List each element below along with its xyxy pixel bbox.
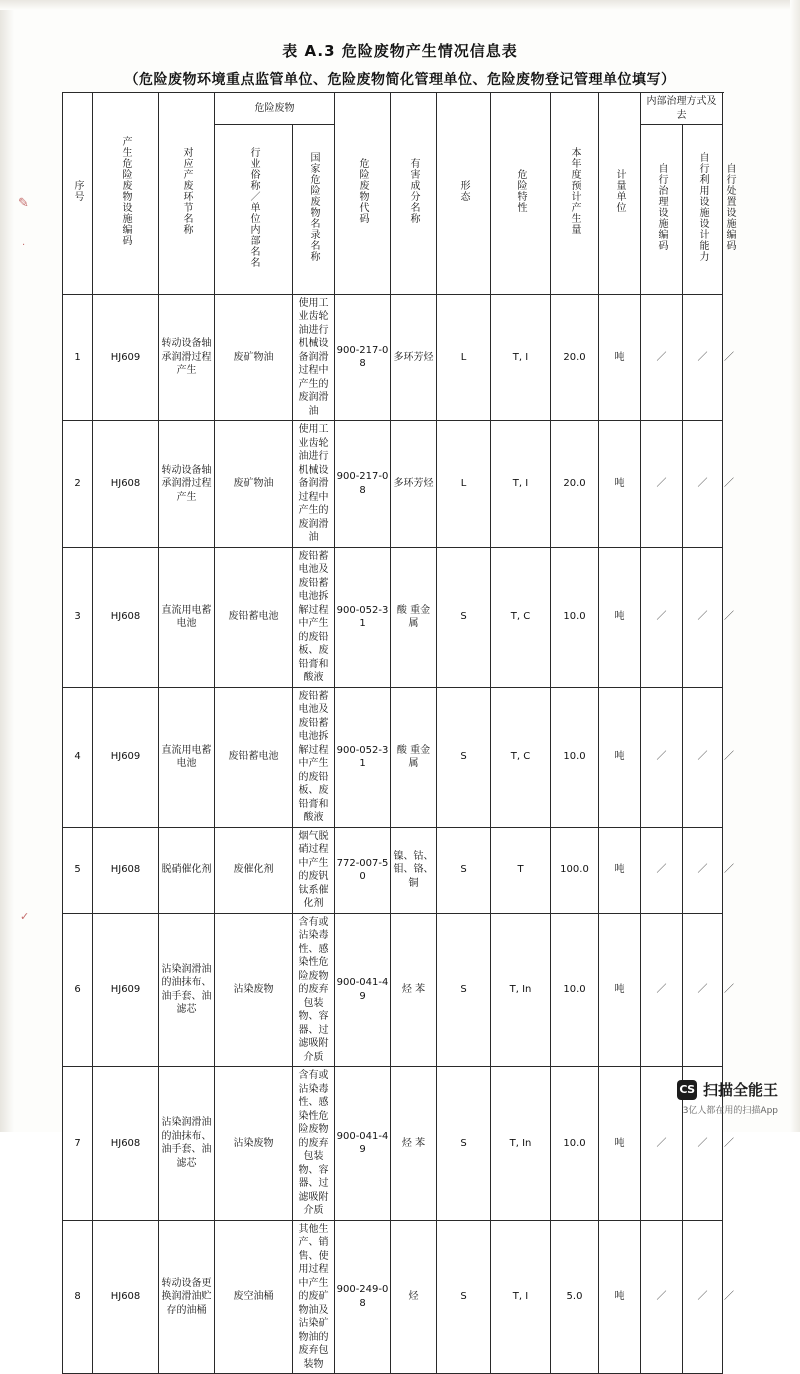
cell-waste-code: 900-217-08 xyxy=(335,294,391,421)
cell-seq: 6 xyxy=(63,913,93,1067)
cell-form: S xyxy=(437,547,491,687)
cell-self-facility-code: ／ xyxy=(641,827,683,913)
margin-mark-3: ✓ xyxy=(20,910,30,923)
cell-harmful-component: 酸 重金属 xyxy=(391,547,437,687)
col-header-waste-code: 危险废物代码 xyxy=(335,93,391,295)
cell-unit: 吨 xyxy=(599,294,641,421)
scan-watermark xyxy=(677,1079,778,1116)
cell-self-use-capacity: ／ xyxy=(683,827,723,913)
col-header-self-use-capacity: 自行利用设施设计能力 xyxy=(683,125,723,295)
cell-form: S xyxy=(437,913,491,1067)
group-header-hazardous-waste: 危险废物 xyxy=(215,93,335,125)
table-row: 6 HJ609 沾染润滑油的油抹布、油手套、油滤芯 沾染废物 含有或沾染毒性、感染性危险废物的废弃包装物、容器、过滤吸附介质 900-041-49 烃 苯 S T, In 10.0 吨 ／ ／ ／ xyxy=(63,913,723,1067)
camscanner-logo-icon: CS xyxy=(677,1080,697,1100)
cell-hazard-char: T, I xyxy=(491,294,551,421)
cell-industry-name: 废矿物油 xyxy=(215,294,293,421)
cell-link-name: 沾染润滑油的油抹布、油手套、油滤芯 xyxy=(159,1067,215,1221)
table-row: 2 HJ608 转动设备轴承润滑过程产生 废矿物油 使用工业齿轮油进行机械设备润滑过程中产生的废润滑油 900-217-08 多环芳烃 L T, I 20.0 吨 ／ ／ ／ xyxy=(63,421,723,548)
cell-self-use-capacity: ／ xyxy=(683,687,723,827)
cell-self-use-capacity: ／ xyxy=(683,913,723,1067)
col-header-harmful-component: 有害成分名称 xyxy=(391,93,437,295)
cell-form: S xyxy=(437,827,491,913)
col-header-link-code: 产生危险废物设施编码 xyxy=(93,93,159,295)
col-header-unit: 计量单位 xyxy=(599,93,641,295)
cell-harmful-component: 酸 重金属 xyxy=(391,687,437,827)
cell-annual-amount: 5.0 xyxy=(551,1220,599,1374)
cell-self-use-capacity: ／ xyxy=(683,1220,723,1374)
page-subtitle: （危险废物环境重点监管单位、危险废物简化管理单位、危险废物登记管理单位填写） xyxy=(124,72,676,88)
cell-seq: 8 xyxy=(63,1220,93,1374)
cell-hazard-char: T xyxy=(491,827,551,913)
col-header-link-name: 对应产废环节名称 xyxy=(159,93,215,295)
col-header-self-facility-code: 自行治理设施编码 xyxy=(641,125,683,295)
col-header-annual-amount: 本年度预计产生量 xyxy=(551,93,599,295)
cell-form: S xyxy=(437,1067,491,1221)
cell-link-name: 转动设备轴承润滑过程产生 xyxy=(159,421,215,548)
cell-link-name: 转动设备更换润滑油贮存的油桶 xyxy=(159,1220,215,1374)
cell-link-code: HJ608 xyxy=(93,827,159,913)
cell-industry-name: 废催化剂 xyxy=(215,827,293,913)
cell-waste-code: 900-041-49 xyxy=(335,1067,391,1221)
cell-industry-name: 废矿物油 xyxy=(215,421,293,548)
cell-waste-code: 900-052-31 xyxy=(335,547,391,687)
cell-hazard-char: T, In xyxy=(491,1067,551,1221)
cell-annual-amount: 20.0 xyxy=(551,294,599,421)
table-group-header-row xyxy=(63,93,723,125)
cell-annual-amount: 10.0 xyxy=(551,1067,599,1221)
cell-form: L xyxy=(437,294,491,421)
cell-annual-amount: 10.0 xyxy=(551,913,599,1067)
col-header-hazard-char: 危险特性 xyxy=(491,93,551,295)
col-header-seq: 序号 xyxy=(63,93,93,295)
cell-annual-amount: 100.0 xyxy=(551,827,599,913)
cell-hazard-char: T, C xyxy=(491,687,551,827)
cell-seq: 3 xyxy=(63,547,93,687)
cell-self-facility-code: ／ xyxy=(641,1067,683,1221)
cell-self-facility-code: ／ xyxy=(641,1220,683,1374)
cell-link-name: 沾染润滑油的油抹布、油手套、油滤芯 xyxy=(159,913,215,1067)
cell-national-name: 废铅蓄电池及废铅蓄电池拆解过程中产生的废铅板、废铅膏和酸液 xyxy=(293,547,335,687)
cell-waste-code: 900-041-49 xyxy=(335,913,391,1067)
cell-link-name: 直流用电蓄电池 xyxy=(159,687,215,827)
cell-harmful-component: 镍、钴、钼、铬、铜 xyxy=(391,827,437,913)
cell-national-name: 其他生产、销售、使用过程中产生的废矿物油及沾染矿物油的废弃包装物 xyxy=(293,1220,335,1374)
cell-form: S xyxy=(437,1220,491,1374)
cell-self-facility-code: ／ xyxy=(641,421,683,548)
cell-link-code: HJ608 xyxy=(93,1220,159,1374)
cell-link-code: HJ609 xyxy=(93,913,159,1067)
cell-industry-name: 废空油桶 xyxy=(215,1220,293,1374)
cell-self-facility-code: ／ xyxy=(641,547,683,687)
cell-link-name: 转动设备轴承润滑过程产生 xyxy=(159,294,215,421)
cell-link-code: HJ609 xyxy=(93,687,159,827)
cell-unit: 吨 xyxy=(599,913,641,1067)
cell-unit: 吨 xyxy=(599,421,641,548)
cell-waste-code: 900-217-08 xyxy=(335,421,391,548)
cell-industry-name: 废铅蓄电池 xyxy=(215,687,293,827)
cell-link-name: 直流用电蓄电池 xyxy=(159,547,215,687)
col-header-national-name: 国家危险废物名录名称 xyxy=(293,125,335,295)
cell-harmful-component: 多环芳烃 xyxy=(391,421,437,548)
cell-seq: 5 xyxy=(63,827,93,913)
cell-harmful-component: 烃 苯 xyxy=(391,1067,437,1221)
cell-link-code: HJ608 xyxy=(93,421,159,548)
table-row: 7 HJ608 沾染润滑油的油抹布、油手套、油滤芯 沾染废物 含有或沾染毒性、感染性危险废物的废弃包装物、容器、过滤吸附介质 900-041-49 烃 苯 S T, In 10.0 吨 ／ ／ ／ xyxy=(63,1067,723,1221)
scan-edge-top xyxy=(0,0,800,10)
watermark-subtitle: 3亿人都在用的扫描App xyxy=(682,1106,778,1116)
cell-waste-code: 772-007-50 xyxy=(335,827,391,913)
cell-harmful-component: 多环芳烃 xyxy=(391,294,437,421)
cell-unit: 吨 xyxy=(599,687,641,827)
watermark-app-name: 扫描全能王 xyxy=(702,1081,778,1099)
cell-hazard-char: T, I xyxy=(491,421,551,548)
cell-waste-code: 900-052-31 xyxy=(335,687,391,827)
cell-form: S xyxy=(437,687,491,827)
cell-self-facility-code: ／ xyxy=(641,294,683,421)
cell-industry-name: 沾染废物 xyxy=(215,913,293,1067)
cell-self-use-capacity: ／ xyxy=(683,547,723,687)
table-row: 1 HJ609 转动设备轴承润滑过程产生 废矿物油 使用工业齿轮油进行机械设备润滑过程中产生的废润滑油 900-217-08 多环芳烃 L T, I 20.0 吨 ／ ／ ／ xyxy=(63,294,723,421)
margin-mark-1: ✎ xyxy=(18,196,29,211)
cell-link-code: HJ608 xyxy=(93,1067,159,1221)
cell-self-facility-code: ／ xyxy=(641,913,683,1067)
cell-link-code: HJ608 xyxy=(93,547,159,687)
cell-national-name: 含有或沾染毒性、感染性危险废物的废弃包装物、容器、过滤吸附介质 xyxy=(293,1067,335,1221)
margin-mark-2: · xyxy=(22,240,26,251)
cell-national-name: 废铅蓄电池及废铅蓄电池拆解过程中产生的废铅板、废铅膏和酸液 xyxy=(293,687,335,827)
cell-national-name: 含有或沾染毒性、感染性危险废物的废弃包装物、容器、过滤吸附介质 xyxy=(293,913,335,1067)
table-row: 3 HJ608 直流用电蓄电池 废铅蓄电池 废铅蓄电池及废铅蓄电池拆解过程中产生的废铅板、废铅膏和酸液 900-052-31 酸 重金属 S T, C 10.0 吨 ／ ／ ／ xyxy=(63,547,723,687)
cell-annual-amount: 10.0 xyxy=(551,687,599,827)
cell-unit: 吨 xyxy=(599,547,641,687)
cell-seq: 4 xyxy=(63,687,93,827)
cell-annual-amount: 20.0 xyxy=(551,421,599,548)
cell-waste-code: 900-249-08 xyxy=(335,1220,391,1374)
cell-industry-name: 废铅蓄电池 xyxy=(215,547,293,687)
cell-harmful-component: 烃 苯 xyxy=(391,913,437,1067)
cell-hazard-char: T, I xyxy=(491,1220,551,1374)
title-block xyxy=(0,0,800,89)
cell-national-name: 使用工业齿轮油进行机械设备润滑过程中产生的废润滑油 xyxy=(293,421,335,548)
cell-link-name: 脱硝催化剂 xyxy=(159,827,215,913)
table-header-row: 行业俗称／单位内部名名 国家危险废物名录名称 自行治理设施编码 自行利用设施设计能力 自行处置设施编码 xyxy=(63,125,723,295)
col-header-form: 形态 xyxy=(437,93,491,295)
cell-industry-name: 沾染废物 xyxy=(215,1067,293,1221)
table-row: 8 HJ608 转动设备更换润滑油贮存的油桶 废空油桶 其他生产、销售、使用过程中产生的废矿物油及沾染矿物油的废弃包装物 900-249-08 烃 S T, I 5.0 吨 ／ ／ ／ xyxy=(63,1220,723,1374)
table-row: 4 HJ609 直流用电蓄电池 废铅蓄电池 废铅蓄电池及废铅蓄电池拆解过程中产生的废铅板、废铅膏和酸液 900-052-31 酸 重金属 S T, C 10.0 吨 ／ ／ ／ xyxy=(63,687,723,827)
cell-hazard-char: T, C xyxy=(491,547,551,687)
cell-seq: 7 xyxy=(63,1067,93,1221)
cell-seq: 2 xyxy=(63,421,93,548)
cell-self-use-capacity: ／ xyxy=(683,294,723,421)
cell-annual-amount: 10.0 xyxy=(551,547,599,687)
cell-unit: 吨 xyxy=(599,1067,641,1221)
cell-self-use-capacity: ／ xyxy=(683,421,723,548)
cell-self-facility-code: ／ xyxy=(641,687,683,827)
cell-hazard-char: T, In xyxy=(491,913,551,1067)
cell-seq: 1 xyxy=(63,294,93,421)
page-title: 表 A.3 危险废物产生情况信息表 xyxy=(282,42,518,60)
cell-form: L xyxy=(437,421,491,548)
table-row: 5 HJ608 脱硝催化剂 废催化剂 烟气脱硝过程中产生的废钒钛系催化剂 772-007-50 镍、钴、钼、铬、铜 S T 100.0 吨 ／ ／ ／ xyxy=(63,827,723,913)
cell-unit: 吨 xyxy=(599,1220,641,1374)
scan-edge-right xyxy=(790,0,800,1132)
col-header-industry-name: 行业俗称／单位内部名名 xyxy=(215,125,293,295)
cell-national-name: 使用工业齿轮油进行机械设备润滑过程中产生的废润滑油 xyxy=(293,294,335,421)
cell-link-code: HJ609 xyxy=(93,294,159,421)
group-header-internal-treatment: 内部治理方式及去 xyxy=(641,93,723,125)
cell-self-use-capacity: ／ xyxy=(683,1067,723,1221)
cell-harmful-component: 烃 xyxy=(391,1220,437,1374)
cell-unit: 吨 xyxy=(599,827,641,913)
cell-national-name: 烟气脱硝过程中产生的废钒钛系催化剂 xyxy=(293,827,335,913)
scan-edge-left xyxy=(0,0,14,1132)
